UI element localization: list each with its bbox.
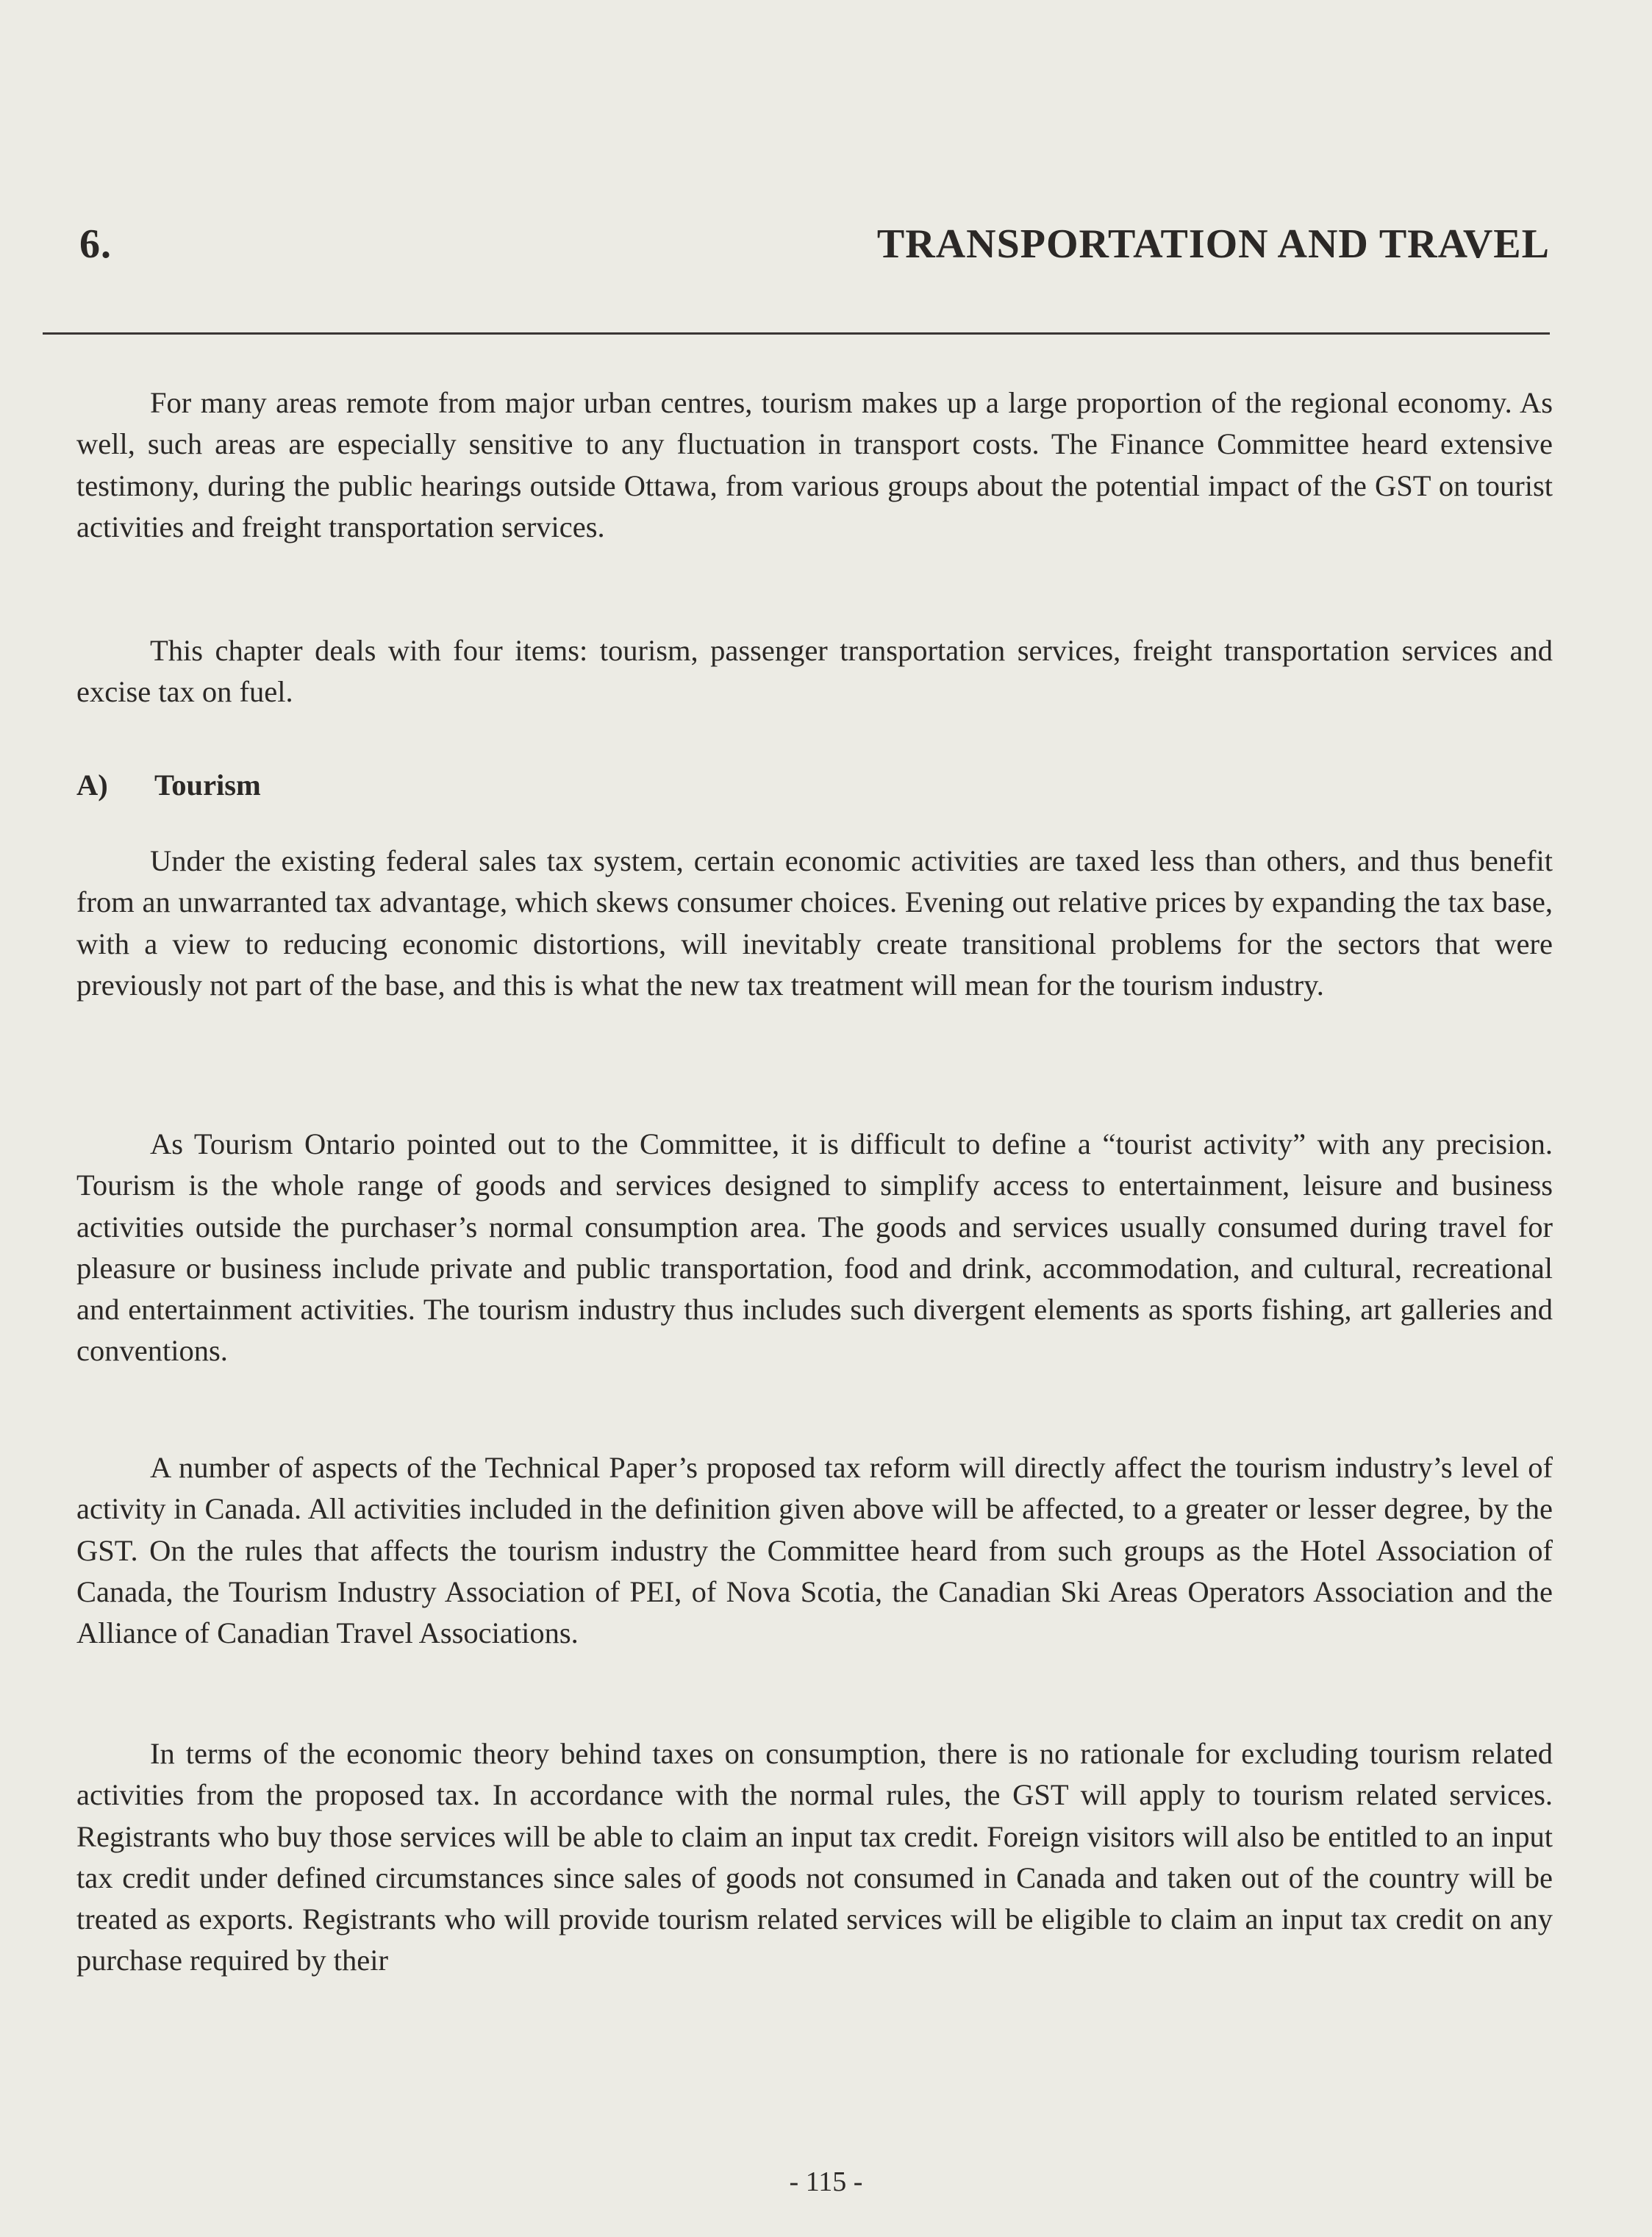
chapter-number: 6.: [79, 221, 112, 267]
paragraph-tourism-1: Under the existing federal sales tax system, certain economic activities are taxed less than others, and thus benefit from an unwarranted tax advantage, which skews consumer choices. Evening out relative prices by expanding the tax base, with a view to reducing economic distortions, will inevitably create transitional problems for the sectors that were previously not part of the base, and this is what the new tax treatment will mean for the tourism industry.: [76, 844, 1553, 1002]
page-number: - 115 -: [789, 2166, 863, 2197]
paragraph-tourism-2: As Tourism Ontario pointed out to the Committee, it is difficult to define a “tourist activity” with any precision. Tourism is the whole range of goods and services designed to simplify access to entertainment, leisure and business activities outside the purchaser’s normal consumption area. The goods and services usually consumed during travel for pleasure or business include private and public transportation, food and drink, accommodation, and cultural, recreational and entertainment activities. The tourism industry thus includes such divergent elements as sports fishing, art galleries and conventions.: [76, 1127, 1553, 1368]
paragraph-tourism-3: A number of aspects of the Technical Paper’s proposed tax reform will directly affect the tourism industry’s level of activity in Canada. All activities included in the definition given above will be affected, to a greater or lesser degree, by the GST. On the rules that affects the tourism industry the Committee heard from such groups as the Hotel Association of Canada, the Tourism Industry Association of PEI, of Nova Scotia, the Canadian Ski Areas Operators Association and the Alliance of Canadian Travel Associations.: [76, 1451, 1553, 1650]
section-title: Tourism: [154, 768, 261, 802]
paragraph-intro-2: This chapter deals with four items: tourism, passenger transportation services, freight transportation services and excise tax on fuel.: [76, 634, 1553, 709]
section-heading-tourism: [76, 765, 261, 806]
paragraph-intro-1: For many areas remote from major urban centres, tourism makes up a large proportion of the regional economy. As well, such areas are especially sensitive to any fluctuation in transport costs. The Finance Committee heard extensive testimony, during the public hearings outside Ottawa, from various groups about the potential impact of the GST on tourist activities and freight transportation services.: [76, 386, 1553, 543]
section-label: A): [76, 768, 108, 802]
paragraph-tourism-4: In terms of the economic theory behind taxes on consumption, there is no rationale for excluding tourism related activities from the proposed tax. In accordance with the normal rules, the GST will apply to tourism related services. Registrants who buy those services will be able to claim an input tax credit. Foreign visitors will also be entitled to an input tax credit under defined circumstances since sales of goods not consumed in Canada and taken out of the country will be treated as exports. Registrants who will provide tourism related services will be eligible to claim an input tax credit on any purchase required by their: [76, 1737, 1553, 1977]
heading-rule: [43, 332, 1550, 335]
chapter-heading: [79, 215, 1550, 274]
chapter-title: TRANSPORTATION AND TRAVEL: [876, 221, 1550, 267]
